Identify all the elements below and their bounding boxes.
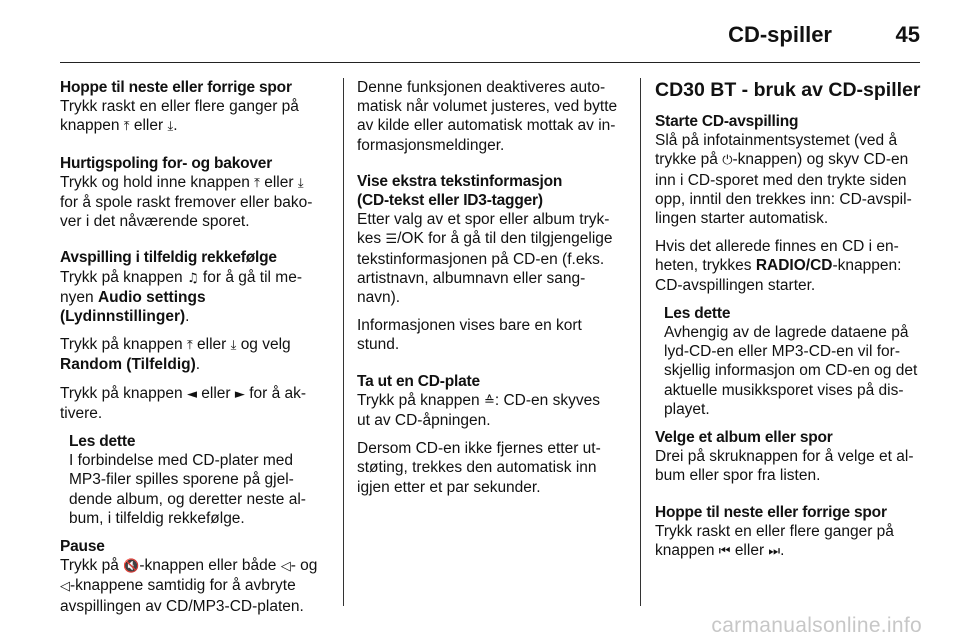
- text: heten, trykkes: [655, 257, 752, 275]
- paragraph-cd-present: [655, 237, 925, 295]
- text: playet.: [664, 400, 710, 418]
- text: bum eller spor fra listen.: [655, 467, 821, 485]
- text: for å gå til me-: [202, 268, 302, 286]
- note-text: [664, 323, 925, 419]
- text: inn i CD-sporet med den trykte siden: [655, 171, 907, 189]
- text: Trykk og hold inne knappen: [60, 173, 250, 191]
- paragraph-random-3: [60, 384, 332, 423]
- text: Trykk på knappen: [60, 384, 183, 402]
- text: av kilde eller automatisk mottak av in-: [357, 117, 616, 135]
- text: Hvis det allerede finnes en CD i en-: [655, 238, 899, 256]
- text: - og: [290, 557, 318, 575]
- text: og velg: [240, 336, 291, 354]
- paragraph-skip-track: [60, 97, 332, 136]
- text: Slå på infotainmentsystemet (ved å: [655, 132, 898, 150]
- note-box: [60, 432, 332, 528]
- note-text: [69, 451, 332, 528]
- text: stund.: [357, 336, 400, 354]
- heading-fast-forward: Hurtigspoling for- og bakover: [60, 154, 273, 172]
- text: eller: [197, 336, 227, 354]
- text: igjen etter et par sekunder.: [357, 478, 541, 496]
- text: Trykk raskt en eller flere ganger på: [60, 98, 299, 116]
- paragraph-skip-track: [655, 522, 925, 561]
- text: .: [195, 356, 201, 374]
- text: /OK for å gå til den tilgjengelige: [397, 230, 613, 248]
- text: Trykk på knappen: [60, 336, 183, 354]
- right-arrow-icon: ►: [234, 386, 245, 402]
- power-icon: ⏻: [722, 153, 733, 169]
- seek-up-icon: ⤒: [254, 175, 260, 191]
- text: -knappen:: [832, 257, 902, 275]
- text: Denne funksjonen deaktiveres auto-: [357, 79, 606, 96]
- text: Trykk raskt en eller flere ganger på: [655, 522, 894, 540]
- next-track-icon: ⏭: [768, 544, 781, 560]
- paragraph-start-cd: [655, 131, 925, 228]
- paragraph-info-brief: [357, 316, 625, 354]
- heading-select-album: Velge et album eller spor: [655, 429, 833, 447]
- text: Avhengig av de lagrede dataene på: [664, 324, 909, 342]
- text: kes: [357, 230, 382, 248]
- text: Dersom CD-en ikke fjernes etter ut-: [357, 440, 601, 458]
- text: ver i det nåværende sporet.: [60, 213, 250, 231]
- column-3: [655, 78, 925, 561]
- paragraph-eject: [357, 391, 625, 430]
- heading-start-cd: Starte CD-avspilling: [655, 113, 799, 130]
- note-box: [655, 304, 925, 419]
- text: MP3-filer spilles sporene på gjel-: [69, 471, 294, 489]
- text: CD-avspillingen starter.: [655, 276, 816, 294]
- text: dende album, og deretter neste al-: [69, 490, 306, 508]
- text: tekstinformasjonen på CD-en (f.eks.: [357, 250, 605, 268]
- text: skjellig informasjon om CD-en og det: [664, 362, 918, 380]
- text: matisk når volumet justeres, ved bytte: [357, 98, 618, 116]
- text: .: [185, 308, 190, 326]
- text: ut av CD-åpningen.: [357, 412, 491, 430]
- heading-extra-text: [357, 172, 625, 210]
- heading-skip-track: Hoppe til neste eller forrige spor: [60, 79, 292, 96]
- paragraph-random-1: [60, 268, 332, 327]
- header-divider: [60, 62, 920, 63]
- text: opp, inntil den trekkes inn: CD-avspil-: [655, 190, 912, 208]
- paragraph-random-2: [60, 335, 332, 374]
- paragraph-extra-text: [357, 210, 625, 307]
- text: Trykk på knappen: [60, 268, 183, 286]
- menu-name-random: Random (Tilfeldig): [60, 356, 196, 374]
- volume-down-icon: ◁: [280, 559, 291, 575]
- column-divider-2: [640, 78, 641, 606]
- seek-up-icon: ⤒: [123, 119, 130, 135]
- text: I forbindelse med CD-plater med: [69, 452, 293, 470]
- seek-up-icon: ⤒: [186, 338, 193, 354]
- heading-eject: Ta ut en CD-plate: [357, 372, 480, 390]
- eject-icon: ≙: [483, 393, 495, 409]
- heading-random: Avspilling i tilfeldig rekkefølge: [60, 249, 277, 267]
- text: Trykk på: [60, 557, 119, 575]
- text: aktuelle musikksporet vises på dis-: [664, 381, 904, 399]
- text: trykke på: [655, 151, 718, 169]
- seek-down-icon: ⤓: [167, 119, 174, 135]
- paragraph-select-album: [655, 447, 925, 485]
- button-name-radio-cd: RADIO/CD: [755, 257, 833, 275]
- page-title: CD-spiller: [728, 22, 832, 47]
- music-note-icon: ♫: [186, 270, 199, 286]
- section-title: CD30 BT - bruk av CD-spiller: [655, 79, 921, 101]
- text: Trykk på knappen: [357, 391, 480, 409]
- seek-down-icon: ⤓: [297, 175, 304, 191]
- text: Drei på skruknappen for å velge et al-: [655, 448, 914, 466]
- text: lingen starter automatisk.: [655, 210, 829, 228]
- text: -knappene samtidig for å avbryte: [70, 577, 296, 595]
- text: eller: [133, 117, 164, 135]
- menu-icon: ☰: [385, 232, 398, 248]
- text: knappen: [60, 117, 120, 135]
- text: : CD-en skyves: [494, 391, 600, 409]
- heading-skip-track: Hoppe til neste eller forrige spor: [655, 503, 887, 521]
- text: Informasjonen vises bare en kort: [357, 317, 582, 335]
- page-header: [0, 0, 960, 62]
- text: knappen: [655, 542, 715, 560]
- paragraph-fast-forward: [60, 173, 332, 232]
- column-divider-1: [343, 78, 344, 606]
- text: for å spole raskt fremover eller bako-: [60, 194, 313, 212]
- previous-track-icon: ⏮: [718, 544, 731, 560]
- text: -knappen eller både: [139, 557, 277, 575]
- text: navn).: [357, 289, 401, 307]
- text: -knappen) og skyv CD-en: [732, 151, 909, 169]
- text: nyen: [60, 288, 94, 306]
- seek-down-icon: ⤓: [230, 338, 237, 354]
- text: (CD-tekst eller ID3-tagger): [357, 192, 543, 210]
- volume-up-icon: ◁: [60, 579, 70, 595]
- menu-name-audio-settings: Audio settings (Lydinnstillinger): [60, 288, 206, 326]
- note-title: Les dette: [69, 433, 136, 451]
- text: eller: [201, 384, 231, 402]
- paragraph-pause: [60, 556, 332, 616]
- text: lyd-CD-en eller MP3-CD-en vil for-: [664, 343, 900, 361]
- text: Vise ekstra tekstinformasjon: [357, 172, 563, 190]
- text: bum, i tilfeldig rekkefølge.: [69, 509, 245, 527]
- text: eller: [734, 542, 765, 560]
- text: tivere.: [60, 404, 103, 422]
- text: for å ak-: [249, 384, 307, 402]
- watermark: carmanualsonline.info: [711, 614, 922, 637]
- text: avspillingen av CD/MP3-CD-platen.: [60, 597, 304, 615]
- text: Etter valg av et spor eller album tryk-: [357, 211, 610, 229]
- column-2: [357, 78, 625, 497]
- text: .: [173, 117, 178, 135]
- note-title: Les dette: [664, 304, 731, 322]
- paragraph-deactivation: [357, 78, 625, 155]
- text: artistnavn, albumnavn eller sang-: [357, 269, 586, 287]
- left-arrow-icon: ◄: [186, 386, 197, 402]
- text: støting, trekkes den automatisk inn: [357, 459, 597, 477]
- paragraph-eject-retract: [357, 439, 625, 497]
- text: formasjonsmeldinger.: [357, 136, 505, 154]
- page-number: 45: [895, 22, 920, 47]
- mute-icon: 🔇: [123, 559, 140, 575]
- heading-pause: Pause: [60, 538, 105, 556]
- text: eller: [264, 173, 294, 191]
- text: .: [780, 542, 785, 560]
- column-1: [60, 78, 332, 616]
